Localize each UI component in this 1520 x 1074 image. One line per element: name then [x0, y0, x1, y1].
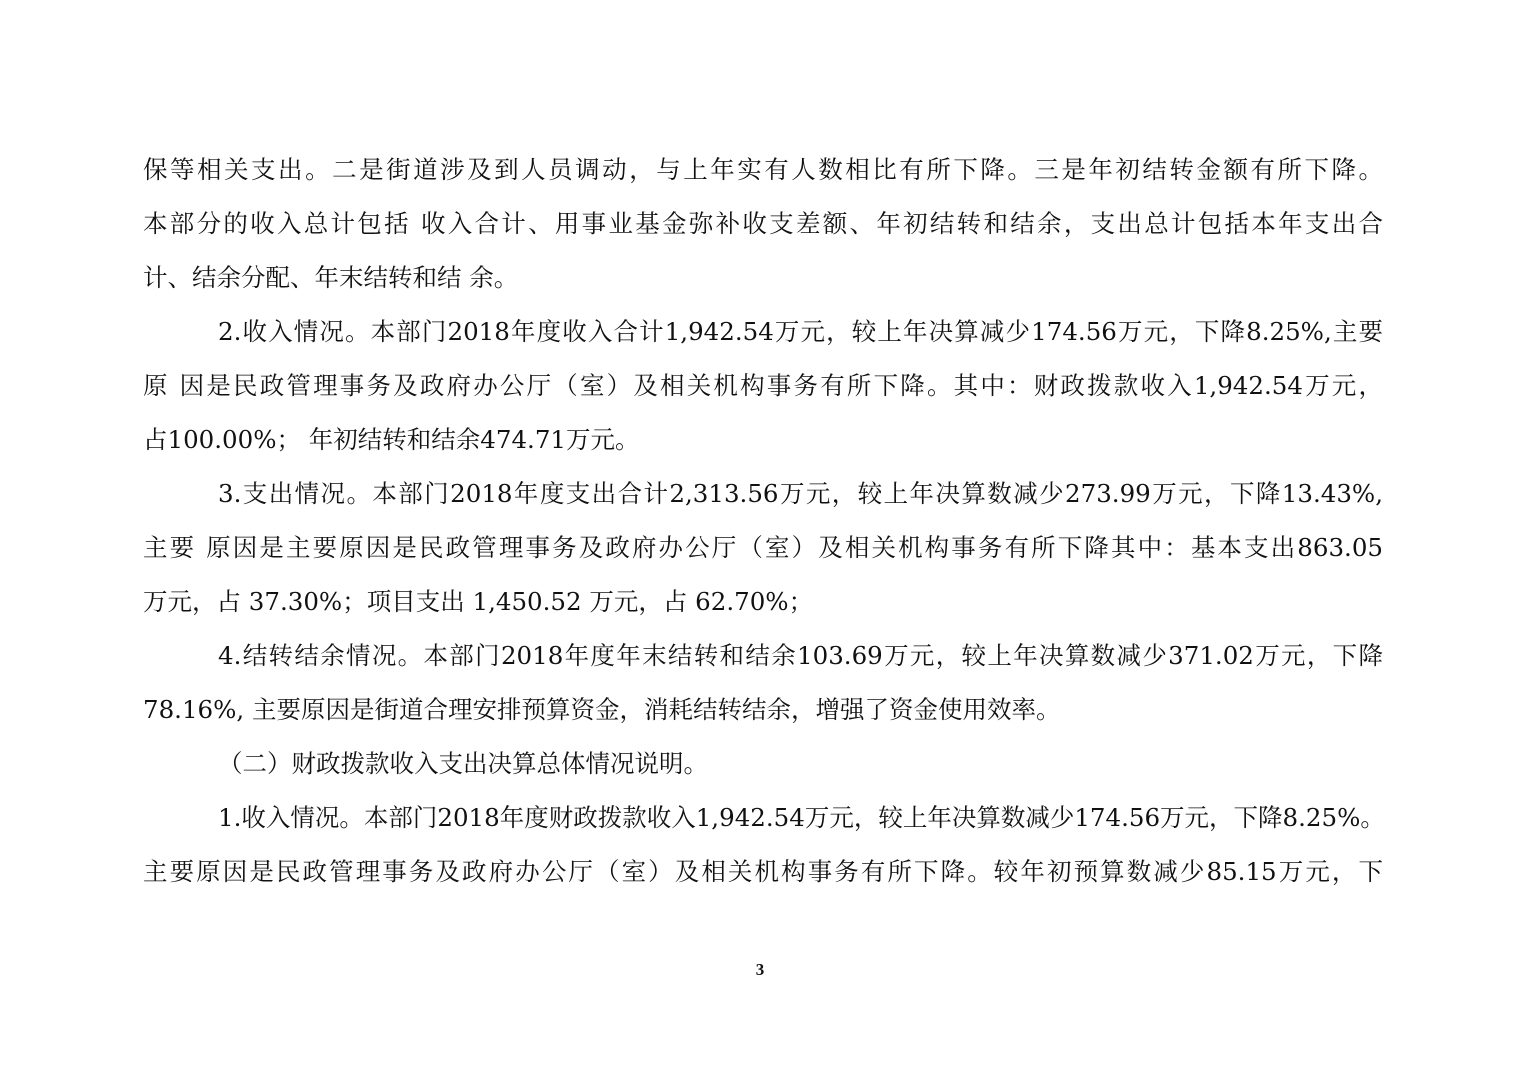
text-line: 主要 原因是主要原因是民政管理事务及政府办公厅（室）及相关机构事务有所下降其中：基本支出863.05: [143, 533, 1383, 562]
text-line: 78.16%, 主要原因是街道合理安排预算资金，消耗结转结余，增强了资金使用效率。: [143, 695, 1061, 724]
text-line: 占100.00%； 年初结转和结余474.71万元。: [143, 425, 640, 454]
text-line: 保等相关支出。二是街道涉及到人员调动，与上年实有人数相比有所下降。三是年初结转金额有所下降。: [143, 155, 1383, 184]
page-number: 3: [755, 960, 765, 979]
text-line: 1.收入情况。本部门2018年度财政拨款收入1,942.54万元，较上年决算数减少174.56万元，下降8.25%。: [218, 803, 1385, 832]
text-line: 2.收入情况。本部门2018年度收入合计1,942.54万元，较上年决算减少174.56万元，下降8.25%,主要: [218, 317, 1383, 346]
text-line: 主要原因是民政管理事务及政府办公厅（室）及相关机构事务有所下降。较年初预算数减少85.15万元，下: [143, 857, 1383, 886]
text-line: 万元，占 37.30%；项目支出 1,450.52 万元，占 62.70%；: [143, 587, 814, 616]
section-heading: （二）财政拨款收入支出决算总体情况说明。: [218, 749, 708, 778]
text-line: 原 因是民政管理事务及政府办公厅（室）及相关机构事务有所下降。其中：财政拨款收入1,942.54万元，: [143, 371, 1383, 400]
text-line: 4.结转结余情况。本部门2018年度年末结转和结余103.69万元，较上年决算数减少371.02万元，下降: [218, 641, 1383, 670]
text-line: 计、结余分配、年末结转和结 余。: [143, 263, 519, 292]
text-line: 3.支出情况。本部门2018年度支出合计2,313.56万元，较上年决算数减少273.99万元，下降13.43%,: [218, 479, 1383, 508]
text-line: 本部分的收入总计包括 收入合计、用事业基金弥补收支差额、年初结转和结余，支出总计包括本年支出合: [143, 209, 1383, 238]
